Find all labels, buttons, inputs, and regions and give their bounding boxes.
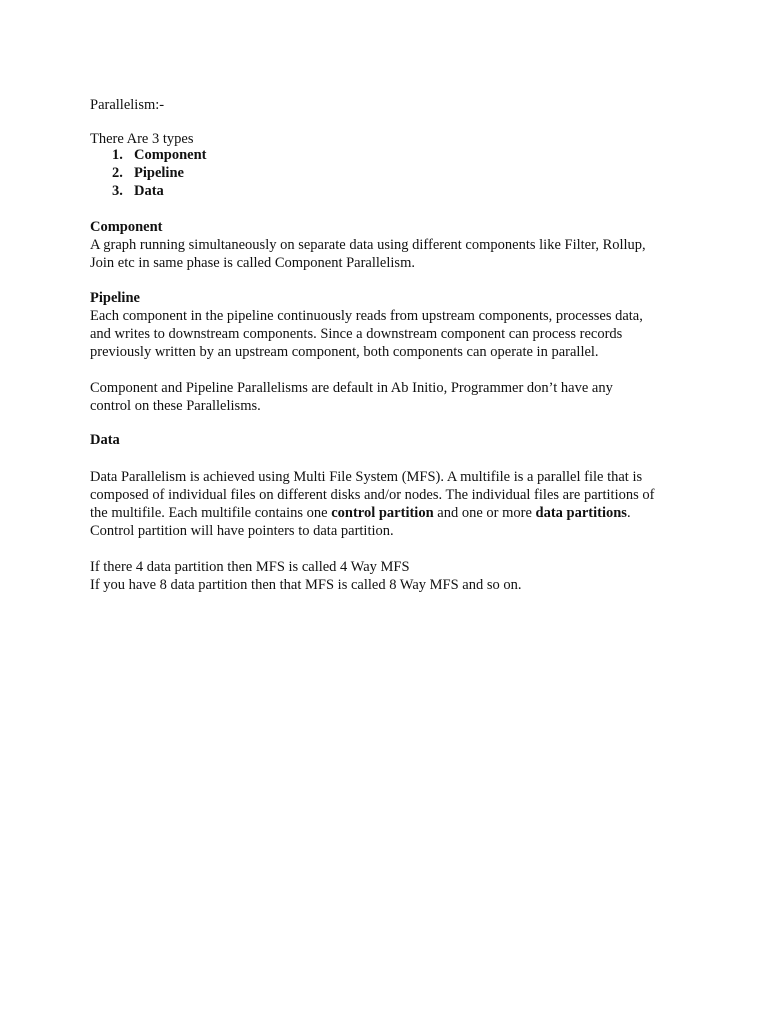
- list-item: 2. Pipeline: [112, 165, 184, 181]
- data-text-line: Control partition will have pointers to data partition.: [90, 523, 394, 539]
- mfs-line: If there 4 data partition then MFS is called 4 Way MFS: [90, 559, 410, 575]
- pipeline-text-line: previously written by an upstream component, both components can operate in parallel.: [90, 344, 599, 360]
- component-text-line: A graph running simultaneously on separate data using different components like Filter, Rollup,: [90, 237, 646, 253]
- data-partitions-term: data partitions: [535, 505, 627, 521]
- pipeline-text-line: Each component in the pipeline continuously reads from upstream components, processes data,: [90, 308, 643, 324]
- data-text-line: the multifile. Each multifile contains one control partition and one or more data partitions.: [90, 505, 631, 521]
- data-text-line: Data Parallelism is achieved using Multi File System (MFS). A multifile is a parallel file that is: [90, 469, 643, 485]
- data-text-line: composed of individual files on different disks and/or nodes. The individual files are partitions of: [90, 487, 655, 503]
- data-section: [90, 468, 690, 540]
- data-heading-block: [90, 431, 690, 449]
- default-note-line: control on these Parallelisms.: [90, 398, 261, 414]
- list-item: 1. Component: [112, 147, 207, 163]
- document-title: Parallelism:-: [90, 97, 165, 113]
- component-text-line: Join etc in same phase is called Component Parallelism.: [90, 255, 415, 271]
- control-partition-term: control partition: [331, 505, 434, 521]
- pipeline-heading: Pipeline: [90, 290, 140, 306]
- default-note-paragraph: [90, 379, 690, 415]
- mfs-paragraph: [90, 558, 690, 594]
- data-heading: Data: [90, 432, 120, 448]
- pipeline-text-line: and writes to downstream components. Since a downstream component can process records: [90, 326, 623, 342]
- default-note-line: Component and Pipeline Parallelisms are default in Ab Initio, Programmer don’t have any: [90, 380, 613, 396]
- types-list: [90, 146, 207, 200]
- component-heading: Component: [90, 219, 163, 235]
- pipeline-section: [90, 289, 690, 361]
- list-item: 3. Data: [112, 183, 164, 199]
- component-section: [90, 218, 690, 272]
- types-intro: There Are 3 types: [90, 131, 194, 147]
- mfs-line: If you have 8 data partition then that MFS is called 8 Way MFS and so on.: [90, 577, 522, 593]
